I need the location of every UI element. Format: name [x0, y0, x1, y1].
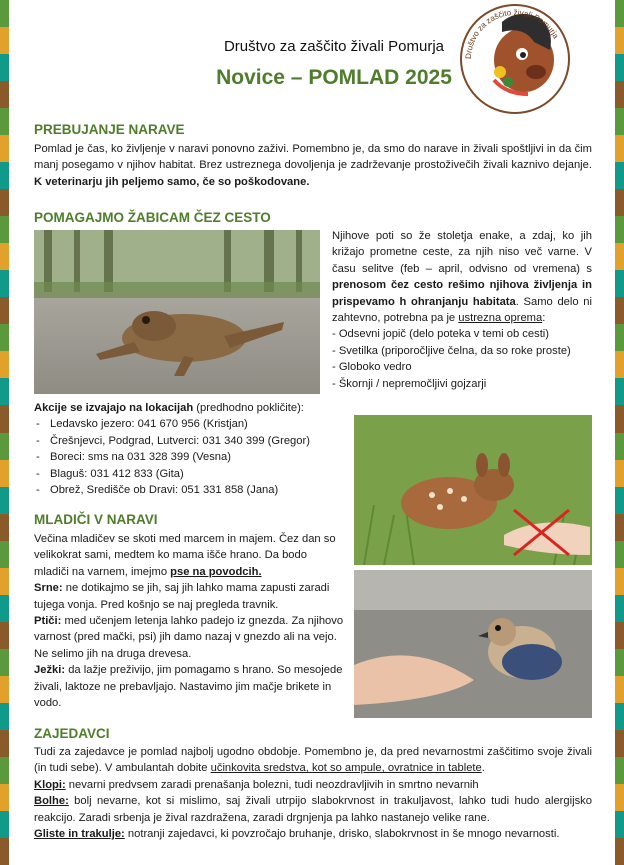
- location-item: - Blaguš: 031 412 833 (Gita): [34, 466, 364, 482]
- frogs-colon: :: [542, 312, 546, 325]
- stripe-segment: [615, 27, 624, 54]
- stripe-segment: [0, 568, 9, 595]
- stripe-segment: [0, 108, 9, 135]
- stripe-segment: [615, 487, 624, 514]
- gear-item: - Svetilka (priporočljive čelna, da so roke proste): [332, 343, 592, 359]
- stripe-segment: [0, 811, 9, 838]
- issue-title: Novice – POMLAD 2025: [216, 66, 452, 89]
- parasite-item-text: nevarni predvsem zaradi prenašanja bolezni, tudi neozdravljivih in smrtno nevarnih: [65, 778, 479, 791]
- stripe-segment: [615, 784, 624, 811]
- parasite-item-label: Klopi:: [34, 778, 66, 791]
- young-item: [34, 613, 344, 662]
- location-item: - Črešnjevci, Podgrad, Lutverci: 031 340 399 (Gregor): [34, 433, 364, 449]
- stripe-segment: [0, 27, 9, 54]
- stripe-segment: [0, 351, 9, 378]
- stripe-segment: [615, 216, 624, 243]
- young-item-text: ne dotikajmo se jih, saj jih lahko mama zapusti zaradi tujega vonja. Pred košnjo se naj pregleda travnik.: [34, 582, 330, 611]
- gear-item: - Škornji / nepremočljivi gojzarji: [332, 376, 592, 392]
- parasite-item-label: Bolhe:: [34, 795, 69, 808]
- stripe-segment: [0, 189, 9, 216]
- stripe-segment: [615, 0, 624, 27]
- stripe-segment: [615, 297, 624, 324]
- frogs-paragraph: [332, 228, 592, 392]
- parasite-item: [34, 826, 592, 842]
- stripe-segment: [615, 568, 624, 595]
- stripe-segment: [615, 433, 624, 460]
- stripe-segment: [0, 216, 9, 243]
- stripe-segment: [0, 730, 9, 757]
- stripe-segment: [0, 162, 9, 189]
- stripe-segment: [0, 135, 9, 162]
- locations-note: (predhodno pokličite):: [193, 402, 304, 414]
- stripe-segment: [615, 81, 624, 108]
- parasites-paragraph: [34, 744, 592, 842]
- section-title-awakening: PREBUJANJE NARAVE: [34, 122, 185, 137]
- gear-item: - Odsevni jopič (delo poteka v temi ob cesti): [332, 326, 592, 342]
- stripe-segment: [0, 297, 9, 324]
- organization-name: Društvo za zaščito živali Pomurja: [223, 38, 445, 55]
- stripe-segment: [615, 595, 624, 622]
- stripe-segment: [615, 243, 624, 270]
- young-intro-bold: pse na povodcih.: [170, 565, 262, 578]
- stripe-segment: [0, 270, 9, 297]
- stripe-segment: [615, 730, 624, 757]
- parasite-item: [34, 793, 592, 826]
- gear-item: - Globoko vedro: [332, 359, 592, 375]
- young-item-text: med učenjem letenja lahko padejo iz gnezda. Za njihovo varnost (pred mački, psi) jih damo nazaj v gnezdo ali na vejo. Ne selimo jih na druga drevesa.: [34, 615, 344, 660]
- stripe-segment: [615, 108, 624, 135]
- young-item: [34, 580, 344, 613]
- stripe-segment: [615, 189, 624, 216]
- stripe-segment: [615, 351, 624, 378]
- young-item-text: da lažje preživijo, jim pomagamo s hrano. So mesojede živali, laktoze ne prebavljajo. Nastavimo jim mačje brikete in vodo.: [34, 664, 343, 710]
- stripe-segment: [615, 757, 624, 784]
- locations-label: Akcije se izvajajo na lokacijah: [34, 402, 194, 414]
- stripe-segment: [0, 838, 9, 865]
- stripe-segment: [0, 757, 9, 784]
- stripe-segment: [615, 649, 624, 676]
- stripe-segment: [0, 0, 9, 27]
- left-color-stripe: [0, 0, 9, 865]
- stripe-segment: [615, 405, 624, 432]
- young-item-label: Ptiči:: [34, 615, 62, 628]
- stripe-segment: [0, 514, 9, 541]
- stripe-segment: [0, 460, 9, 487]
- stripe-segment: [0, 324, 9, 351]
- stripe-segment: [0, 649, 9, 676]
- stripe-segment: [0, 676, 9, 703]
- stripe-segment: [0, 784, 9, 811]
- parasites-intro-end: .: [481, 762, 485, 775]
- stripe-segment: [0, 622, 9, 649]
- stripe-segment: [615, 460, 624, 487]
- right-color-stripe: [615, 0, 624, 865]
- stripe-segment: [615, 135, 624, 162]
- stripe-segment: [0, 54, 9, 81]
- gear-list: [332, 326, 592, 392]
- frogs-after-text: . Samo delo ni zahtevno, potrebna pa je: [332, 295, 592, 325]
- fawn-photo: [354, 415, 592, 565]
- location-item: - Boreci: sms na 031 328 399 (Vesna): [34, 449, 364, 465]
- frogs-intro: Njihove poti so že stoletja enake, a zdaj, ko jih križajo prometne ceste, za njih niso več varne. V času selitve (feb – april, odvisno od vremena) s: [332, 230, 592, 275]
- awakening-body: Pomlad je čas, ko življenje v naravi ponovno zaživi. Pomembno je, da smo do narave in živali spoštljivi in da čim manj posegamo v njihov habitat. Brez ustreznega dovoljenja je zadrževanje prostoživečih živali kaznivo dejanje.: [34, 143, 592, 172]
- bird-photo: [354, 570, 592, 718]
- locations-list: [34, 416, 364, 498]
- newsletter-page: [34, 0, 592, 865]
- stripe-segment: [615, 622, 624, 649]
- frogs-equipment-label: ustrezna oprema: [458, 312, 543, 325]
- parasite-item-text: bolj nevarne, kot si mislimo, saj živali utrpijo slabokrvnost in trakuljavost, lahko tudi hudo alergijsko reakcijo. Zaradi srbenja je žival razdražena, zaradi drgnjenja pa lahko nastanejo velike rane.: [34, 795, 592, 824]
- locations-block: [34, 400, 364, 498]
- young-paragraph: [34, 531, 344, 711]
- stripe-segment: [615, 838, 624, 865]
- stripe-segment: [615, 162, 624, 189]
- stripe-segment: [615, 378, 624, 405]
- young-item-label: Srne:: [34, 582, 63, 595]
- young-item-label: Ježki:: [34, 664, 66, 677]
- young-intro: Večina mladičev se skoti med marcem in majem. Čez dan so velikokrat sami, medtem ko mama išče hrano. Da bodo mladiči na varnem, imejmo: [34, 533, 336, 578]
- stripe-segment: [615, 54, 624, 81]
- parasites-intro: Tudi za zajedavce je pomlad najbolj ugodno obdobje. Pomembno je, da pred nevarnostmi zaščitimo svoje živali (in tudi sebe). V ambulantah dobite: [34, 746, 592, 775]
- stripe-segment: [0, 243, 9, 270]
- stripe-segment: [0, 541, 9, 568]
- parasite-item-label: Gliste in trakulje:: [34, 828, 125, 841]
- stripe-segment: [0, 595, 9, 622]
- stripe-segment: [0, 81, 9, 108]
- stripe-segment: [0, 703, 9, 730]
- location-item: - Obrež, Središče ob Dravi: 051 331 858 (Jana): [34, 482, 364, 498]
- logo-text: Društvo za zaščito živali Pomurja: [463, 7, 561, 60]
- stripe-segment: [615, 270, 624, 297]
- stripe-segment: [615, 811, 624, 838]
- parasite-item: [34, 777, 592, 793]
- society-logo: [458, 2, 572, 116]
- awakening-bold-note: K veterinarju jih peljemo samo, če so poškodovane.: [34, 175, 310, 188]
- young-item: [34, 662, 344, 711]
- stripe-segment: [0, 433, 9, 460]
- section-title-young: MLADIČI V NARAVI: [34, 512, 158, 527]
- stripe-segment: [615, 541, 624, 568]
- section-title-frogs: POMAGAJMO ŽABICAM ČEZ CESTO: [34, 210, 271, 225]
- location-item: - Ledavsko jezero: 041 670 956 (Kristjan): [34, 416, 364, 432]
- section-title-parasites: ZAJEDAVCI: [34, 726, 110, 741]
- toad-photo: [34, 230, 320, 394]
- stripe-segment: [0, 378, 9, 405]
- frogs-bold-text: prenosom čez cesto rešimo njihova življenja in prispevamo h ohranjanju habitata: [332, 279, 592, 308]
- awakening-paragraph: [34, 141, 592, 190]
- stripe-segment: [615, 703, 624, 730]
- stripe-segment: [615, 514, 624, 541]
- parasites-intro-underlined: učinkovita sredstva, kot so ampule, ovratnice in tablete: [210, 762, 482, 775]
- stripe-segment: [0, 405, 9, 432]
- stripe-segment: [0, 487, 9, 514]
- parasite-item-text: notranji zajedavci, ki povzročajo bruhanje, drisko, slabokrvnost in še mnogo nevarnosti.: [124, 828, 560, 841]
- stripe-segment: [615, 324, 624, 351]
- stripe-segment: [615, 676, 624, 703]
